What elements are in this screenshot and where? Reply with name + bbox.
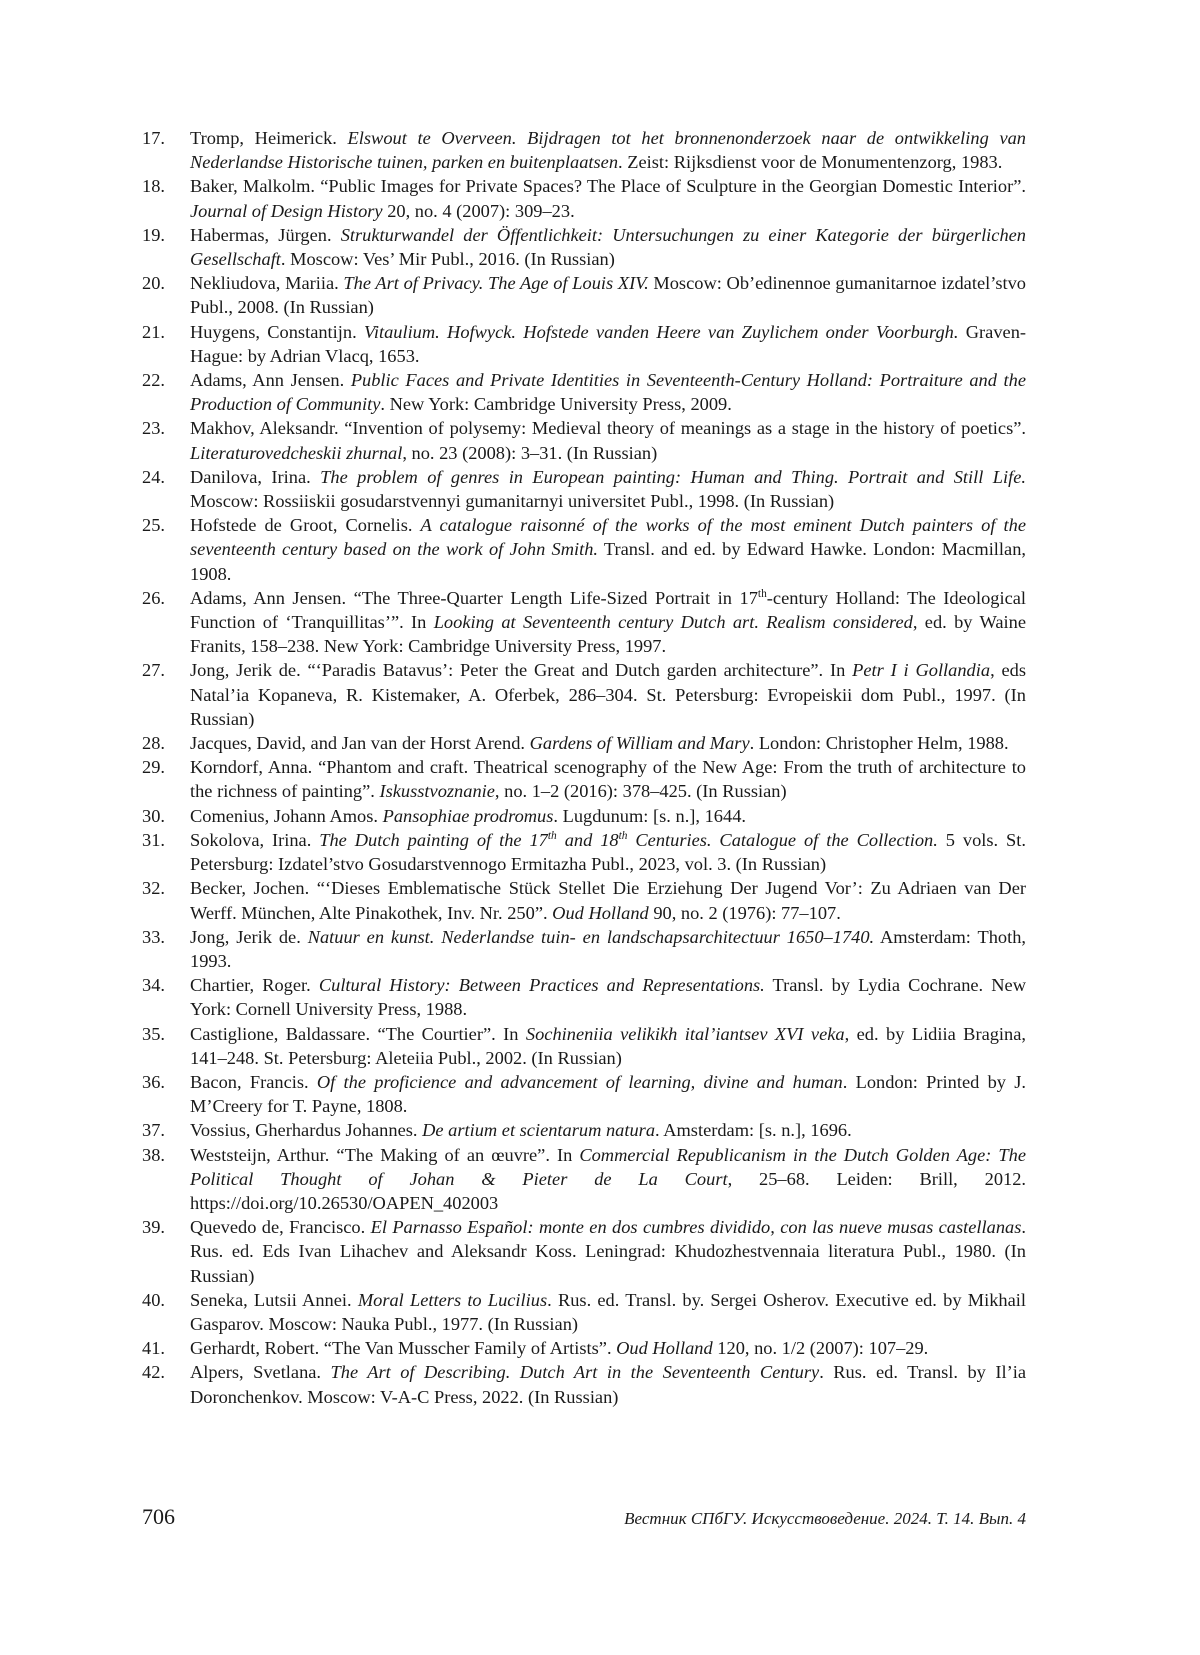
reference-number: 41. (142, 1338, 165, 1359)
reference-segment: Vossius, Gherhardus Johannes. (190, 1120, 423, 1141)
reference-italic-segment: Oud Holland (552, 902, 649, 923)
reference-item (142, 658, 1026, 731)
reference-item (142, 1215, 1026, 1288)
reference-item (142, 1070, 1026, 1118)
reference-item (142, 731, 1026, 755)
reference-item (142, 586, 1026, 659)
reference-number: 36. (142, 1071, 165, 1092)
reference-text (190, 973, 1026, 1021)
reference-number: 24. (142, 466, 165, 487)
reference-italic-segment: Pansophiae prodromus (382, 805, 554, 826)
reference-text (190, 1118, 1026, 1142)
reference-text (190, 223, 1026, 271)
superscript: th (547, 829, 557, 842)
references-list (142, 126, 1026, 1409)
superscript: th (757, 587, 767, 600)
reference-segment: Adams, Ann Jensen. (190, 370, 351, 391)
reference-number: 31. (142, 829, 165, 850)
reference-segment: Transl. by Lydia Cochrane. New York: Cornell University Press, 1988. (190, 975, 1026, 1020)
reference-italic-segment: Natuur en kunst. Nederlandse tuin- en landschapsarchitectuur 1650–1740. (307, 926, 875, 947)
reference-item (142, 973, 1026, 1021)
reference-text (190, 755, 1026, 803)
reference-number: 38. (142, 1144, 165, 1165)
reference-number: 23. (142, 418, 165, 439)
reference-number: 22. (142, 370, 165, 391)
reference-segment: Huygens, Constantijn. (190, 321, 364, 342)
reference-segment: , no. 23 (2008): 3–31. (In Russian) (402, 442, 658, 463)
reference-item (142, 1288, 1026, 1336)
reference-text (190, 416, 1026, 464)
reference-segment: Tromp, Heimerick. (190, 128, 348, 148)
reference-text (190, 1288, 1026, 1336)
reference-item (142, 804, 1026, 828)
reference-italic-segment: Journal of Design History (190, 200, 383, 221)
reference-segment: Gerhardt, Robert. “The Van Musscher Family of Artists”. (190, 1338, 617, 1359)
reference-item (142, 416, 1026, 464)
reference-italic-segment: Gardens of William and Mary (529, 733, 750, 754)
reference-item (142, 513, 1026, 586)
reference-segment: Danilova, Irina. (190, 466, 321, 487)
reference-segment: Baker, Malkolm. “Public Images for Private Spaces? The Place of Sculpture in the Georgian Domestic Interior”. (190, 176, 1026, 197)
reference-number: 33. (142, 926, 165, 947)
reference-number: 30. (142, 805, 165, 826)
reference-segment: , ed. by Lidiia Bragina, 141–248. St. Petersburg: Aleteiia Publ., 2002. (In Russian) (190, 1023, 1026, 1068)
reference-text (190, 1360, 1026, 1408)
reference-number: 42. (142, 1362, 165, 1383)
reference-italic-segment: Vitaulium. Hofwyck. Hofstede vanden Heere van Zuylichem onder Voorburgh. (363, 321, 959, 342)
reference-item (142, 1022, 1026, 1070)
reference-segment: 5 vols. St. Petersburg: Izdatel’stvo Gosudarstvennogo Ermitazha Publ., 2023, vol. 3. (In Russian) (190, 829, 1026, 875)
reference-number: 19. (142, 224, 165, 245)
reference-italic-segment: Petr I i Gollandia (852, 660, 991, 681)
reference-item (142, 1336, 1026, 1360)
reference-number: 18. (142, 176, 165, 197)
reference-italic-segment: Literaturovedcheskii zhurnal (190, 442, 403, 463)
reference-segment: , ed. by Waine Franits, 158–238. New York: Cambridge University Press, 1997. (190, 612, 1026, 657)
reference-italic-segment: and 18 (556, 829, 619, 850)
reference-italic-segment (548, 830, 557, 850)
reference-segment: Jong, Jerik de. “‘Paradis Batavus’: Peter the Great and Dutch garden architecture”. In (190, 660, 853, 681)
reference-segment: 90, no. 2 (1976): 77–107. (648, 902, 841, 923)
reference-italic-segment: Looking at Seventeenth century Dutch art. Realism considered (433, 612, 913, 633)
reference-italic-segment: A catalogue raisonné of the works of the most eminent Dutch painters of the seventeenth century based on the work of John Smith. (190, 515, 1026, 560)
reference-segment: , no. 1–2 (2016): 378–425. (In Russian) (494, 781, 787, 802)
reference-text (190, 586, 1026, 659)
reference-item (142, 368, 1026, 416)
reference-number: 32. (142, 878, 165, 899)
reference-item (142, 755, 1026, 803)
reference-number: 25. (142, 515, 165, 536)
reference-italic-segment: El Parnasso Español: monte en dos cumbres dividido, con las nueve musas castellanas (370, 1217, 1022, 1238)
reference-segment: Jacques, David, and Jan van der Horst Arend. (190, 733, 530, 754)
reference-segment: Jong, Jerik de. (190, 926, 308, 947)
reference-text (190, 828, 1026, 876)
reference-number: 21. (142, 321, 165, 342)
reference-segment: Makhov, Aleksandr. “Invention of polysemy: Medieval theory of meanings as a stage in the history of poetics”. (190, 418, 1026, 439)
reference-segment: Transl. and ed. by Edward Hawke. London: Macmillan, 1908. (190, 539, 1026, 584)
reference-segment: Chartier, Roger. (190, 975, 319, 996)
reference-segment: Comenius, Johann Amos. (190, 805, 383, 826)
reference-segment (758, 588, 767, 608)
reference-italic-segment: Oud Holland (616, 1338, 713, 1359)
reference-number: 39. (142, 1217, 165, 1238)
reference-text (190, 1022, 1026, 1070)
reference-text (190, 876, 1026, 924)
reference-segment: Hofstede de Groot, Cornelis. (190, 515, 421, 536)
reference-segment: Castiglione, Baldassare. “The Courtier”. In (190, 1023, 526, 1044)
reference-segment: . New York: Cambridge University Press, 2009. (380, 394, 732, 415)
reference-segment: . London: Christopher Helm, 1988. (749, 733, 1009, 754)
reference-italic-segment: Strukturwandel der Öffentlichkeit: Untersuchungen zu einer Kategorie der bürgerlichen Gesellschaft (190, 224, 1027, 270)
reference-segment: 20, no. 4 (2007): 309–23. (382, 200, 575, 221)
superscript: th (618, 829, 628, 842)
reference-segment: . Zeist: Rijksdienst voor de Monumentenzorg, 1983. (618, 152, 1003, 173)
reference-text (190, 1215, 1026, 1288)
reference-text (190, 1143, 1026, 1216)
reference-segment: Habermas, Jürgen. (190, 224, 341, 245)
reference-item (142, 223, 1026, 271)
reference-item (142, 828, 1026, 876)
reference-text (190, 925, 1026, 973)
reference-segment: . Rus. ed. Transl. by. Sergei Osherov. Executive ed. by Mikhail Gasparov. Moscow: Nauka Publ., 1977. (In Russian) (190, 1289, 1026, 1334)
reference-segment: Sokolova, Irina. (190, 829, 320, 850)
reference-segment: 120, no. 1/2 (2007): 107–29. (712, 1338, 929, 1359)
reference-segment: Nekliudova, Mariia. (190, 273, 344, 294)
reference-number: 20. (142, 273, 165, 294)
reference-segment: Quevedo de, Francisco. (190, 1217, 371, 1238)
reference-number: 26. (142, 587, 165, 608)
reference-italic-segment: Iskusstvoznanie (379, 781, 495, 802)
reference-segment: . Lugdunum: [s. n.], 1644. (553, 805, 746, 826)
reference-item (142, 1143, 1026, 1216)
reference-segment: , eds Natal’ia Kopaneva, R. Kistemaker, A. Oferbek, 286–304. St. Petersburg: Evropeiskii dom Publ., 1997. (In Russian) (190, 660, 1026, 729)
reference-text (190, 368, 1026, 416)
reference-text (190, 658, 1026, 731)
reference-item (142, 925, 1026, 973)
reference-segment: Graven-Hague: by Adrian Vlacq, 1653. (190, 321, 1027, 366)
reference-italic-segment: The Dutch painting of the 17 (319, 829, 548, 850)
reference-number: 17. (142, 128, 165, 148)
reference-item (142, 320, 1026, 368)
reference-number: 40. (142, 1289, 165, 1310)
reference-segment: . London: Printed by J. M’Creery for T. Payne, 1808. (190, 1071, 1027, 1117)
reference-italic-segment: Elswout te Overveen. Bijdragen tot het bronnenonderzoek naar de ontwikkeling van Nederlandse Historische tuinen, parken en buitenplaatsen (190, 128, 1026, 173)
reference-segment: . Moscow: Ves’ Mir Publ., 2016. (In Russian) (280, 249, 615, 270)
reference-segment: Adams, Ann Jensen. “The Three-Quarter Length Life-Sized Portrait in 17 (190, 587, 758, 608)
reference-segment: Becker, Jochen. “‘Dieses Emblematische Stück Stellet Die Erziehung Der Jugend Vor’: Zu Adriaen van Der Werff. München, Alte Pinakothek, Inv. Nr. 250”. (190, 878, 1026, 923)
reference-segment: Amsterdam: Thoth, 1993. (190, 926, 1026, 971)
reference-italic-segment: The problem of genres in European painting: Human and Thing. Portrait and Still Life. (320, 466, 1026, 487)
reference-italic-segment: De artium et scientarum natura (422, 1120, 656, 1141)
reference-italic-segment: The Art of Describing. Dutch Art in the Seventeenth Century (330, 1362, 820, 1383)
reference-segment: , 25–68. Leiden: Brill, 2012. https://doi.org/10.26530/OAPEN_402003 (190, 1168, 1026, 1213)
reference-segment: . Rus. ed. Eds Ivan Lihachev and Aleksandr Koss. Leningrad: Khudozhestvennaia literatura Publ., 1980. (In Russian) (190, 1217, 1026, 1286)
reference-segment: Weststeijn, Arthur. “The Making of an œuvre”. In (190, 1144, 580, 1165)
reference-item (142, 465, 1026, 513)
reference-segment: Moscow: Rossiiskii gosudarstvennyi gumanitarnyi universitet Publ., 1998. (In Russian) (190, 491, 835, 512)
reference-italic-segment: Of the proficience and advancement of learning, divine and human (316, 1071, 843, 1092)
reference-segment: . Amsterdam: [s. n.], 1696. (655, 1120, 852, 1141)
reference-segment: Moscow: Ob’edinennoe gumanitarnoe izdatel’stvo Publ., 2008. (In Russian) (190, 273, 1026, 318)
reference-segment: Bacon, Francis. (190, 1071, 317, 1092)
reference-segment: Alpers, Svetlana. (190, 1362, 331, 1383)
reference-number: 37. (142, 1120, 165, 1141)
reference-text (190, 465, 1026, 513)
reference-italic-segment: Cultural History: Between Practices and Representations. (318, 975, 765, 996)
reference-text (190, 513, 1026, 586)
reference-segment: -century Holland: The Ideological Function of ‘Tranquillitas’”. In (190, 587, 1026, 633)
reference-italic-segment: Commercial Republicanism in the Dutch Golden Age: The Political Thought of Johan & Pieter de La Court (190, 1144, 1026, 1189)
reference-italic-segment: Centuries. Catalogue of the Collection. (627, 829, 938, 850)
reference-item (142, 876, 1026, 924)
reference-text (190, 126, 1026, 174)
reference-item (142, 271, 1026, 319)
reference-text (190, 174, 1026, 222)
reference-segment: Seneka, Lutsii Annei. (190, 1289, 358, 1310)
reference-italic-segment: The Art of Privacy. The Age of Louis XIV. (343, 273, 649, 294)
page-number: 706 (142, 1504, 175, 1529)
reference-number: 28. (142, 733, 165, 754)
reference-text (190, 804, 1026, 828)
reference-segment: Korndorf, Anna. “Phantom and craft. Theatrical scenography of the New Age: From the truth of architecture to the richness of painting”. (190, 757, 1026, 802)
reference-text (190, 320, 1026, 368)
reference-item (142, 1118, 1026, 1142)
reference-item (142, 1360, 1026, 1408)
reference-number: 29. (142, 757, 165, 778)
reference-italic-segment: Public Faces and Private Identities in Seventeenth-Century Holland: Portraiture and the Production of Community (190, 370, 1026, 415)
reference-number: 35. (142, 1023, 165, 1044)
reference-number: 34. (142, 975, 165, 996)
reference-text (190, 1336, 1026, 1360)
reference-text (190, 731, 1026, 755)
reference-italic-segment: Sochineniia velikikh ital’iantsev XVI veka (525, 1023, 845, 1044)
reference-item (142, 174, 1026, 222)
reference-segment: . Rus. ed. Transl. by Il’ia Doronchenkov. Moscow: V-A-C Press, 2022. (In Russian) (190, 1362, 1026, 1407)
reference-italic-segment: Moral Letters to Lucilius (357, 1289, 548, 1310)
reference-text (190, 271, 1026, 319)
reference-number: 27. (142, 660, 165, 681)
journal-running-title: Вестник СПбГУ. Искусствоведение. 2024. Т. 14. Вып. 4 (624, 1509, 1026, 1528)
page-footer (142, 1504, 1026, 1530)
reference-item (142, 126, 1026, 174)
reference-text (190, 1070, 1026, 1118)
